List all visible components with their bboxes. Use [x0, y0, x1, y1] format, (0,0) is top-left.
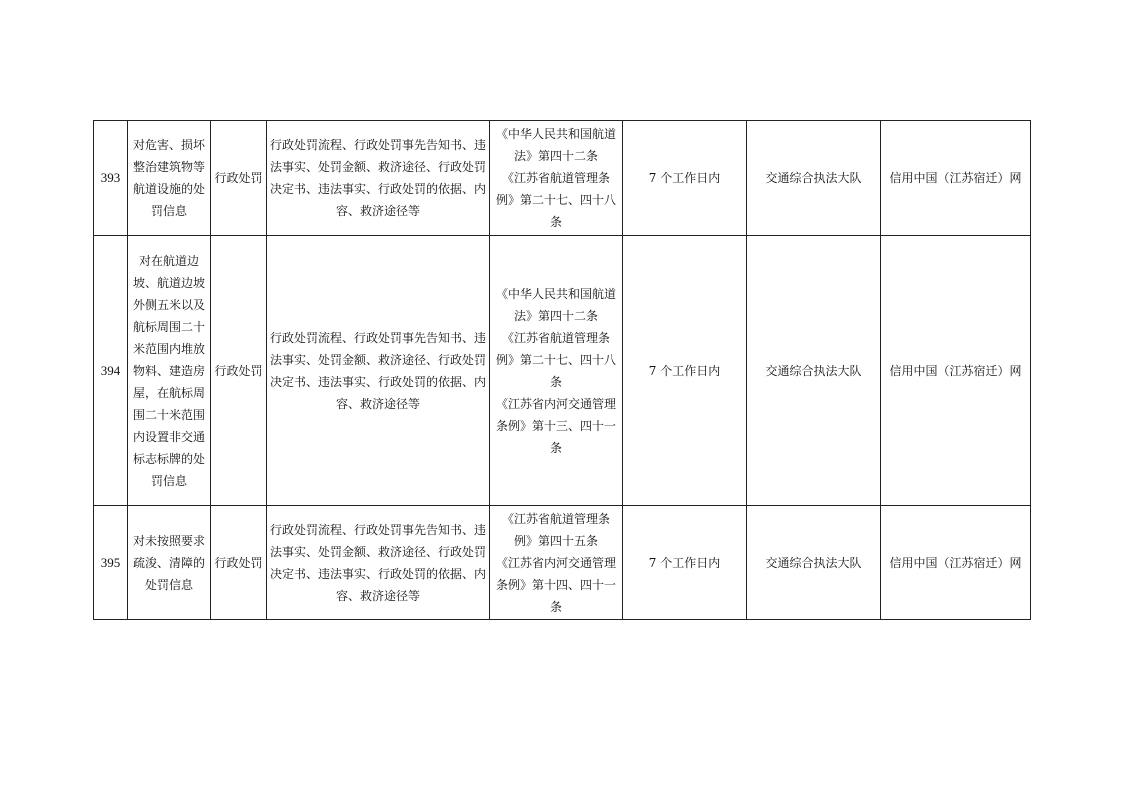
legal-basis: [490, 236, 623, 506]
disclosure-content: 行政处罚流程、行政处罚事先告知书、违法事实、处罚金额、救济途径、行政处罚决定书、违法事实、行政处罚的依据、内容、救济途径等: [267, 236, 490, 506]
table-row: [94, 236, 1031, 506]
legal-basis-entry: 《江苏省内河交通管理条例》第十三、四十一条: [495, 396, 616, 455]
item-name: 对危害、损坏整治建筑物等航道设施的处罚信息: [128, 121, 211, 236]
disclosure-content: 行政处罚流程、行政处罚事先告知书、违法事实、处罚金额、救济途径、行政处罚决定书、违法事实、行政处罚的依据、内容、救济途径等: [267, 121, 490, 236]
legal-basis: [490, 506, 623, 620]
legal-basis: [490, 121, 623, 236]
department: 交通综合执法大队: [747, 506, 881, 620]
department: 交通综合执法大队: [747, 121, 881, 236]
publish-channel: 信用中国（江苏宿迁）网: [881, 236, 1031, 506]
row-number: 394: [94, 236, 128, 506]
legal-basis-entry: 《江苏省航道管理条例》第二十七、四十八条: [495, 330, 616, 389]
time-limit: 7 个工作日内: [623, 506, 747, 620]
time-limit: 7 个工作日内: [623, 121, 747, 236]
table-row: [94, 121, 1031, 236]
legal-basis-entry: 《中华人民共和国航道法》第四十二条: [495, 286, 616, 323]
publish-channel: 信用中国（江苏宿迁）网: [881, 121, 1031, 236]
row-number: 395: [94, 506, 128, 620]
legal-basis-entry: 《中华人民共和国航道法》第四十二条: [495, 127, 616, 163]
legal-basis-entry: 《江苏省航道管理条例》第四十五条: [501, 511, 610, 548]
publish-channel: 信用中国（江苏宿迁）网: [881, 506, 1031, 620]
item-type: 行政处罚: [211, 236, 267, 506]
time-limit: 7 个工作日内: [623, 236, 747, 506]
department: 交通综合执法大队: [747, 236, 881, 506]
table-row: [94, 506, 1031, 620]
item-type: 行政处罚: [211, 506, 267, 620]
item-name: 对未按照要求疏浚、清障的处罚信息: [128, 506, 211, 620]
row-number: 393: [94, 121, 128, 236]
item-type: 行政处罚: [211, 121, 267, 236]
item-name: 对在航道边坡、航道边坡外侧五米以及航标周围二十米范围内堆放物料、建造房屋，在航标周围二十米范围内设置非交通标志标牌的处罚信息: [128, 236, 211, 506]
disclosure-content: 行政处罚流程、行政处罚事先告知书、违法事实、处罚金额、救济途径、行政处罚决定书、违法事实、行政处罚的依据、内容、救济途径等: [267, 506, 490, 620]
legal-basis-entry: 《江苏省航道管理条例》第二十七、四十八条: [495, 171, 616, 229]
disclosure-table: [93, 120, 1031, 620]
legal-basis-entry: 《江苏省内河交通管理条例》第十四、四十一条: [495, 555, 616, 614]
